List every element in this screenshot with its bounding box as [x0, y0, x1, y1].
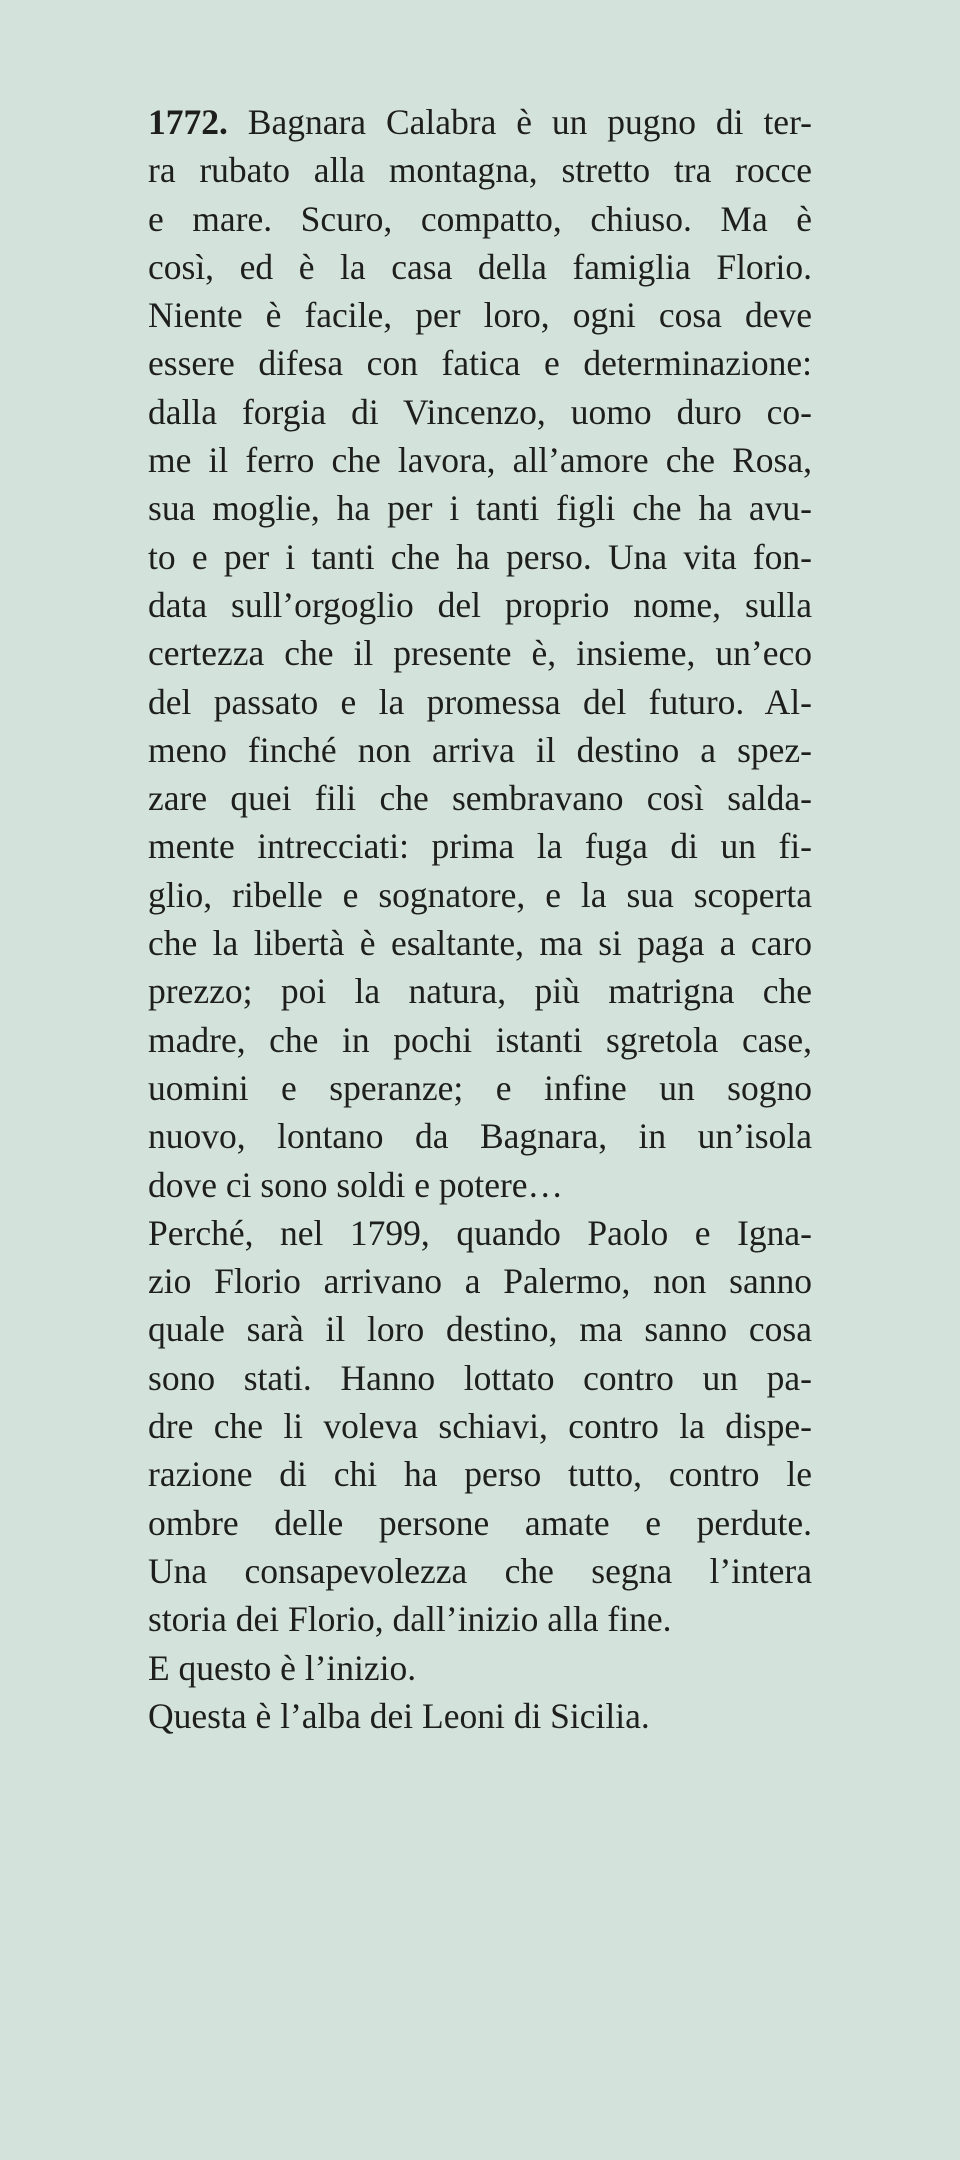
synopsis-line-3: e mare. Scuro, compatto, chiuso. Ma è [148, 198, 812, 239]
synopsis-line-20: madre, che in pochi istanti sgretola case, [148, 1019, 812, 1060]
synopsis-line-10: to e per i tanti che ha perso. Una vita fon- [148, 536, 812, 577]
synopsis-text [148, 98, 812, 1740]
synopsis-line-18: che la libertà è esaltante, ma si paga a caro [148, 923, 812, 964]
synopsis-line-19: prezzo; poi la natura, più matrigna che [148, 971, 812, 1012]
synopsis-line-17: glio, ribelle e sognatore, e la sua scoperta [148, 874, 812, 915]
synopsis-line-21: uomini e speranze; e infine un sogno [148, 1067, 812, 1108]
synopsis-line-2: ra rubato alla montagna, stretto tra rocce [148, 150, 812, 191]
synopsis-line-4: così, ed è la casa della famiglia Florio. [148, 246, 812, 287]
synopsis-line-12: certezza che il presente è, insieme, un’eco [148, 633, 812, 674]
synopsis-line-7: dalla forgia di Vincenzo, uomo duro co- [148, 391, 812, 432]
synopsis-line-14: meno finché non arriva il destino a spez- [148, 729, 812, 770]
synopsis-line-5: Niente è facile, per loro, ogni cosa deve [148, 295, 812, 336]
synopsis-line-24: Perché, nel 1799, quando Paolo e Igna- [148, 1212, 812, 1253]
synopsis-line-26: quale sarà il loro destino, ma sanno cosa [148, 1309, 812, 1350]
synopsis-line-29: razione di chi ha perso tutto, contro le [148, 1454, 812, 1495]
synopsis-line-8: me il ferro che lavora, all’amore che Rosa, [148, 440, 812, 481]
synopsis-line-23: dove ci sono soldi e potere… [148, 1164, 564, 1205]
synopsis-line-16: mente intrecciati: prima la fuga di un fi- [148, 826, 812, 867]
synopsis-line-34: Questa è l’alba dei Leoni di Sicilia. [148, 1695, 650, 1736]
synopsis-line-11: data sull’orgoglio del proprio nome, sulla [148, 584, 812, 625]
synopsis-line-15: zare quei fili che sembravano così salda- [148, 778, 812, 819]
synopsis-line-13: del passato e la promessa del futuro. Al- [148, 681, 812, 722]
synopsis-line-25: zio Florio arrivano a Palermo, non sanno [148, 1261, 812, 1302]
synopsis-line-28: dre che li voleva schiavi, contro la dispe- [148, 1406, 812, 1447]
year-label: 1772. [148, 102, 228, 142]
synopsis-line-32: storia dei Florio, dall’inizio alla fine. [148, 1599, 672, 1640]
line-text: Bagnara Calabra è un pugno di ter- [227, 102, 812, 142]
synopsis-line-31: Una consapevolezza che segna l’intera [148, 1550, 812, 1591]
synopsis-line-33: E questo è l’inizio. [148, 1647, 417, 1688]
synopsis-line-30: ombre delle persone amate e perdute. [148, 1502, 812, 1543]
synopsis-line-6: essere difesa con fatica e determinazione: [148, 343, 812, 384]
synopsis-line-1 [148, 98, 812, 146]
synopsis-line-27: sono stati. Hanno lottato contro un pa- [148, 1357, 812, 1398]
synopsis-line-9: sua moglie, ha per i tanti figli che ha avu- [148, 488, 812, 529]
synopsis-line-22: nuovo, lontano da Bagnara, in un’isola [148, 1116, 812, 1157]
